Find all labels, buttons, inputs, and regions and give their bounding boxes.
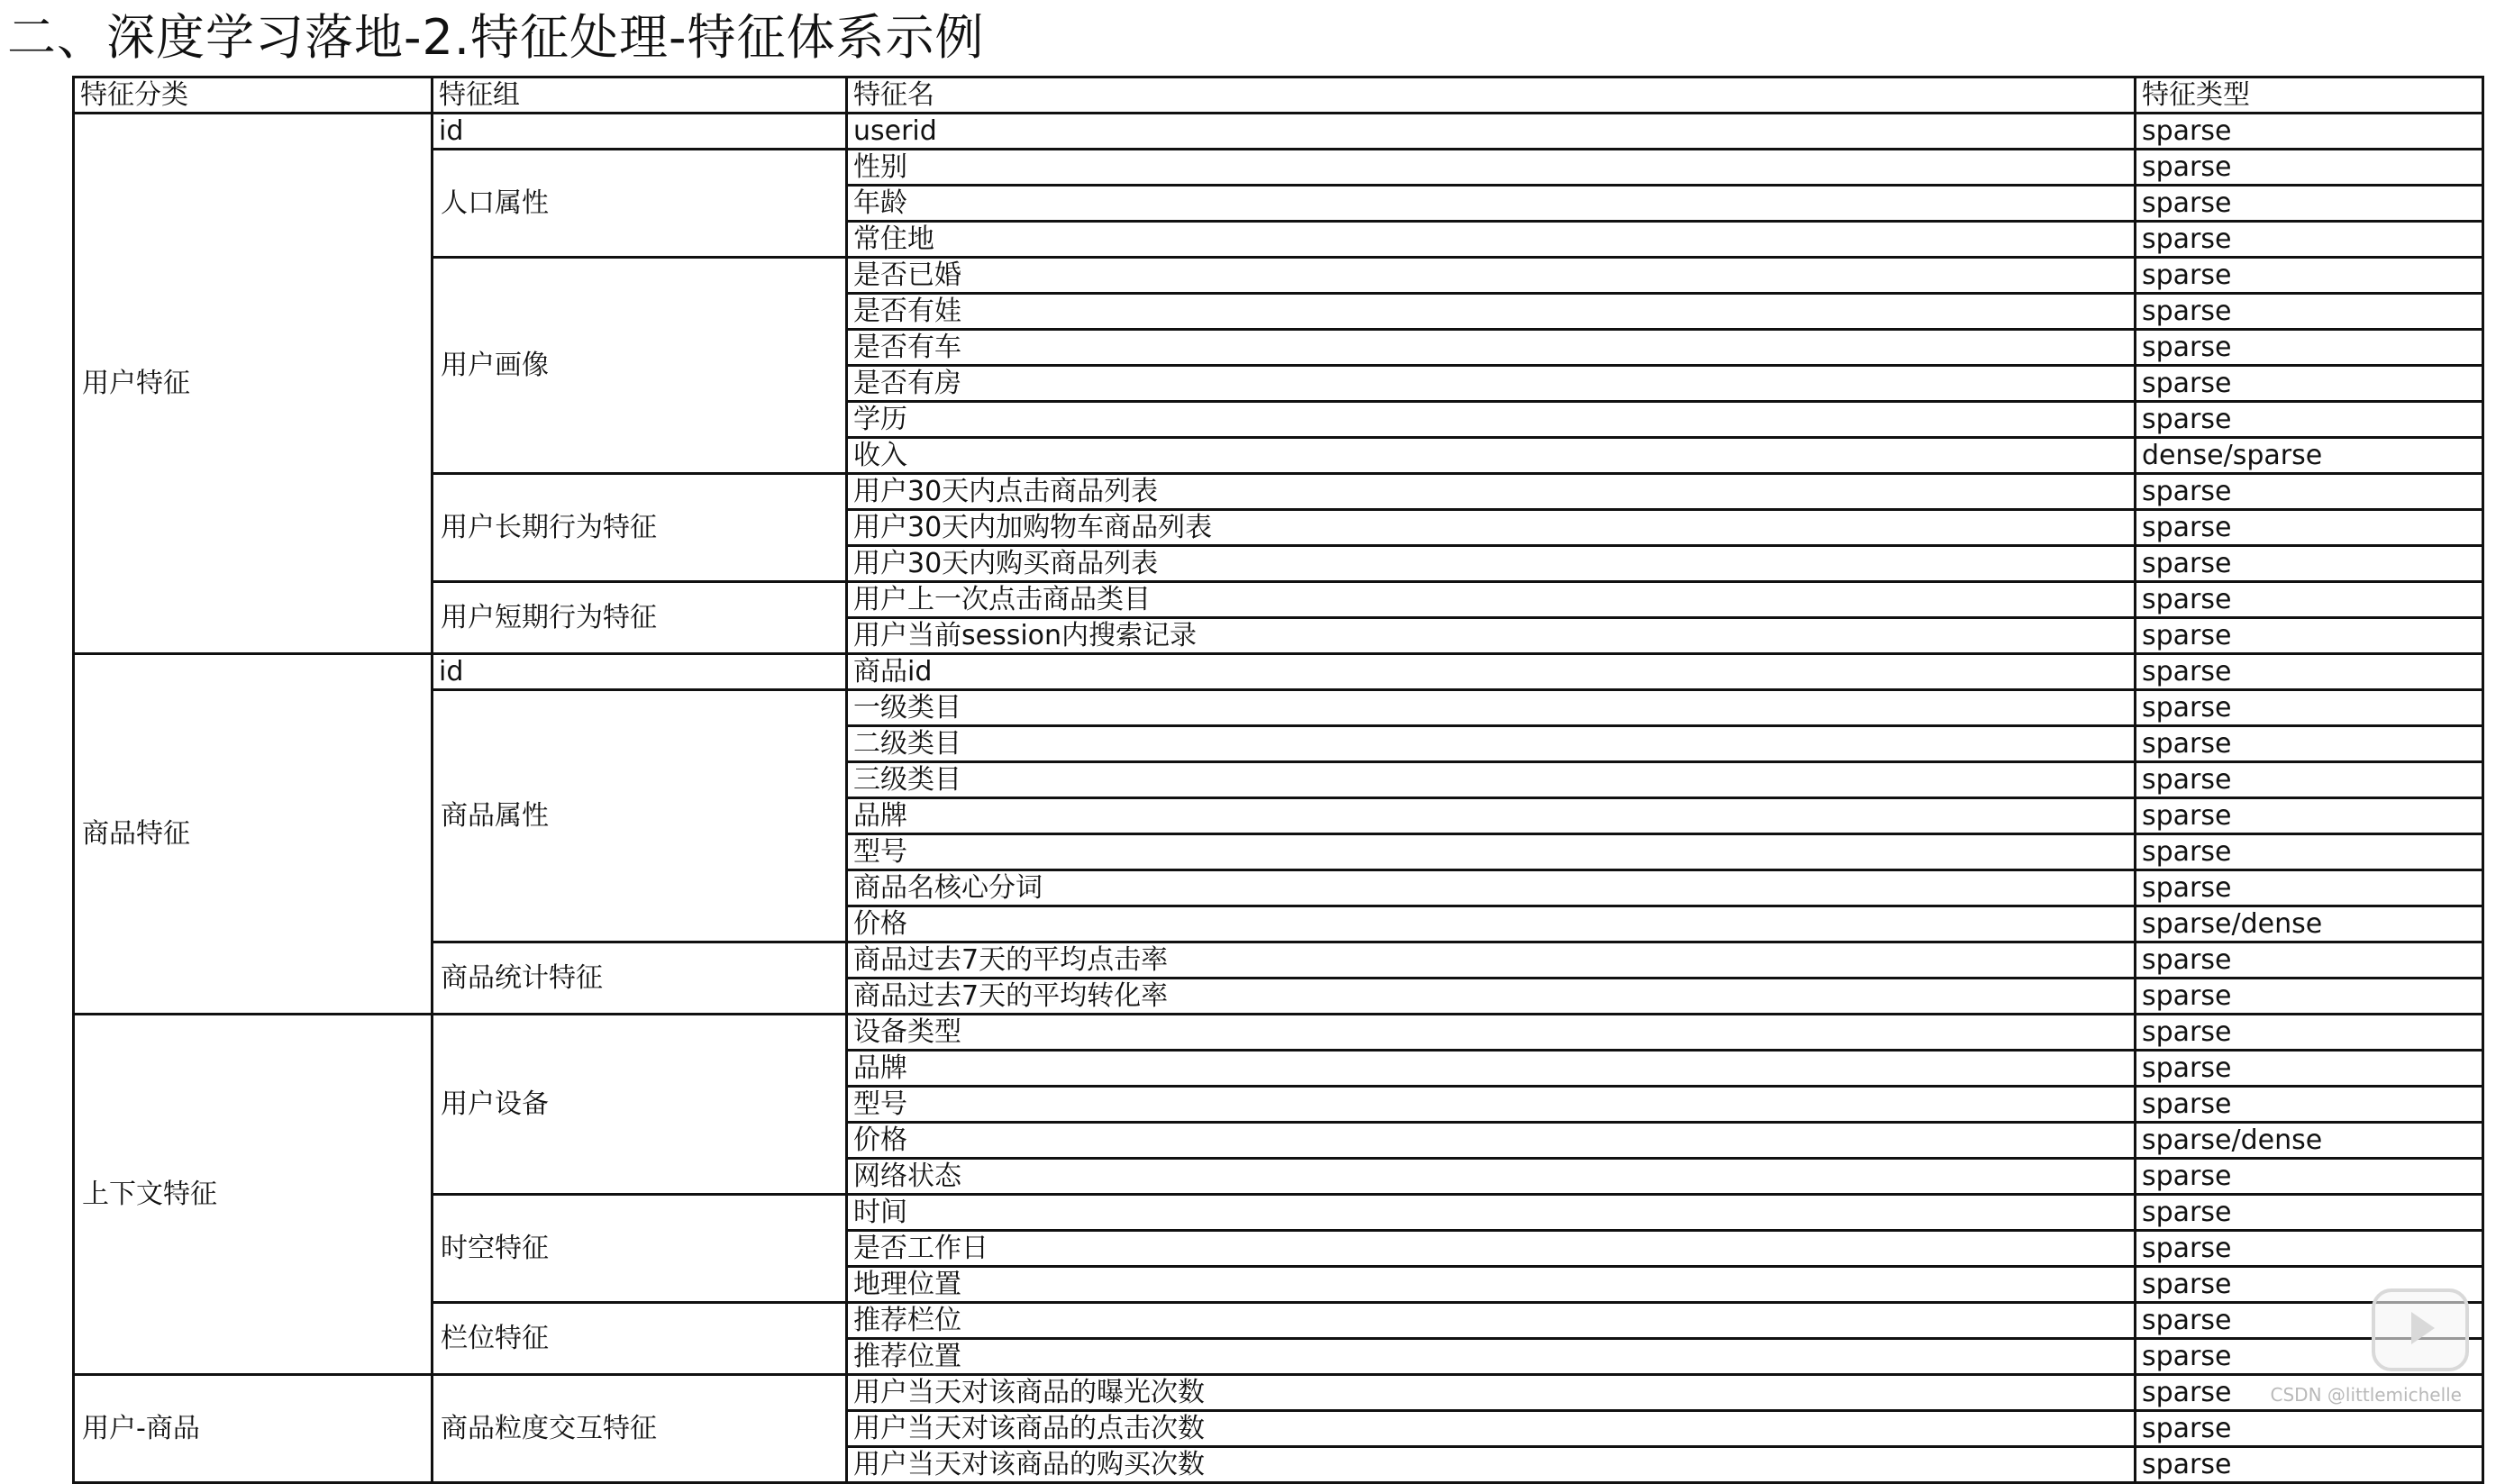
feature-name-cell: 用户当前session内搜索记录 [847,618,2136,654]
table-row [74,582,2483,618]
table-row [74,942,2483,979]
group-cell: id [433,114,847,150]
table-header-row [74,77,2483,114]
feature-name-cell: 价格 [847,1123,2136,1159]
feature-type-cell: sparse [2136,834,2483,870]
feature-name-cell: 型号 [847,1087,2136,1123]
feature-type-cell: sparse [2136,402,2483,438]
group-cell: id [433,654,847,690]
group-cell: 商品属性 [433,690,847,942]
feature-type-cell: sparse [2136,1375,2483,1411]
feature-name-cell: 品牌 [847,798,2136,834]
feature-type-cell: sparse/dense [2136,906,2483,942]
feature-name-cell: 是否工作日 [847,1231,2136,1267]
feature-type-cell: sparse [2136,654,2483,690]
feature-type-cell: sparse [2136,1447,2483,1483]
feature-table-container [72,76,2482,1480]
feature-type-cell: sparse [2136,222,2483,258]
feature-name-cell: 商品过去7天的平均转化率 [847,979,2136,1015]
feature-name-cell: 商品过去7天的平均点击率 [847,942,2136,979]
feature-type-cell: sparse [2136,330,2483,366]
feature-name-cell: 推荐位置 [847,1339,2136,1375]
group-cell: 人口属性 [433,150,847,258]
feature-type-cell: dense/sparse [2136,438,2483,474]
feature-name-cell: 推荐栏位 [847,1303,2136,1339]
table-row [74,1015,2483,1051]
feature-name-cell: 型号 [847,834,2136,870]
feature-name-cell: 商品名核心分词 [847,870,2136,906]
feature-name-cell: 是否有房 [847,366,2136,402]
feature-name-cell: 品牌 [847,1051,2136,1087]
feature-type-cell: sparse [2136,1087,2483,1123]
table-row [74,114,2483,150]
header-name: 特征名 [847,77,2136,114]
feature-name-cell: userid [847,114,2136,150]
feature-name-cell: 是否已婚 [847,258,2136,294]
feature-type-cell: sparse [2136,546,2483,582]
feature-type-cell: sparse [2136,1051,2483,1087]
feature-name-cell: 用户当天对该商品的购买次数 [847,1447,2136,1483]
feature-name-cell: 是否有车 [847,330,2136,366]
feature-type-cell: sparse [2136,258,2483,294]
feature-type-cell: sparse [2136,1339,2483,1375]
feature-name-cell: 收入 [847,438,2136,474]
feature-type-cell: sparse [2136,726,2483,762]
feature-name-cell: 商品id [847,654,2136,690]
feature-name-cell: 用户当天对该商品的曝光次数 [847,1375,2136,1411]
category-cell: 用户-商品 [74,1375,433,1483]
feature-name-cell: 地理位置 [847,1267,2136,1303]
feature-type-cell: sparse [2136,690,2483,726]
feature-name-cell: 常住地 [847,222,2136,258]
feature-name-cell: 学历 [847,402,2136,438]
feature-type-cell: sparse [2136,1411,2483,1447]
page-title: 二、深度学习落地-2.特征处理-特征体系示例 [7,9,985,66]
feature-type-cell: sparse [2136,114,2483,150]
category-cell: 上下文特征 [74,1015,433,1375]
feature-type-cell: sparse [2136,1015,2483,1051]
feature-name-cell: 用户30天内购买商品列表 [847,546,2136,582]
category-cell: 用户特征 [74,114,433,654]
feature-type-cell: sparse [2136,150,2483,186]
table-row [74,1303,2483,1339]
feature-type-cell: sparse [2136,294,2483,330]
table-row [74,654,2483,690]
feature-name-cell: 是否有娃 [847,294,2136,330]
feature-name-cell: 时间 [847,1195,2136,1231]
group-cell: 时空特征 [433,1195,847,1303]
table-row [74,1195,2483,1231]
feature-name-cell: 一级类目 [847,690,2136,726]
feature-name-cell: 网络状态 [847,1159,2136,1195]
feature-name-cell: 性别 [847,150,2136,186]
group-cell: 用户长期行为特征 [433,474,847,582]
feature-type-cell: sparse [2136,366,2483,402]
feature-type-cell: sparse [2136,474,2483,510]
feature-name-cell: 用户30天内点击商品列表 [847,474,2136,510]
feature-type-cell: sparse [2136,1303,2483,1339]
table-row [74,690,2483,726]
feature-type-cell: sparse [2136,1159,2483,1195]
feature-name-cell: 三级类目 [847,762,2136,798]
table-row [74,474,2483,510]
feature-type-cell: sparse [2136,762,2483,798]
group-cell: 商品粒度交互特征 [433,1375,847,1483]
feature-name-cell: 用户当天对该商品的点击次数 [847,1411,2136,1447]
feature-name-cell: 设备类型 [847,1015,2136,1051]
feature-type-cell: sparse [2136,798,2483,834]
feature-type-cell: sparse [2136,618,2483,654]
table-row [74,258,2483,294]
feature-type-cell: sparse [2136,1231,2483,1267]
feature-name-cell: 价格 [847,906,2136,942]
watermark: CSDN @littlemichelle [2270,1384,2462,1406]
feature-type-cell: sparse [2136,942,2483,979]
table-row [74,1375,2483,1411]
feature-type-cell: sparse [2136,1267,2483,1303]
feature-name-cell: 用户30天内加购物车商品列表 [847,510,2136,546]
category-cell: 商品特征 [74,654,433,1015]
feature-type-cell: sparse [2136,1195,2483,1231]
table-row [74,150,2483,186]
feature-type-cell: sparse [2136,870,2483,906]
group-cell: 用户画像 [433,258,847,474]
feature-name-cell: 用户上一次点击商品类目 [847,582,2136,618]
group-cell: 栏位特征 [433,1303,847,1375]
feature-type-cell: sparse [2136,510,2483,546]
group-cell: 用户设备 [433,1015,847,1195]
group-cell: 用户短期行为特征 [433,582,847,654]
feature-name-cell: 年龄 [847,186,2136,222]
header-group: 特征组 [433,77,847,114]
feature-type-cell: sparse [2136,979,2483,1015]
feature-name-cell: 二级类目 [847,726,2136,762]
feature-type-cell: sparse/dense [2136,1123,2483,1159]
group-cell: 商品统计特征 [433,942,847,1015]
feature-type-cell: sparse [2136,582,2483,618]
video-play-icon [2372,1288,2469,1371]
feature-table [72,76,2484,1484]
feature-type-cell: sparse [2136,186,2483,222]
header-type: 特征类型 [2136,77,2483,114]
header-category: 特征分类 [74,77,433,114]
